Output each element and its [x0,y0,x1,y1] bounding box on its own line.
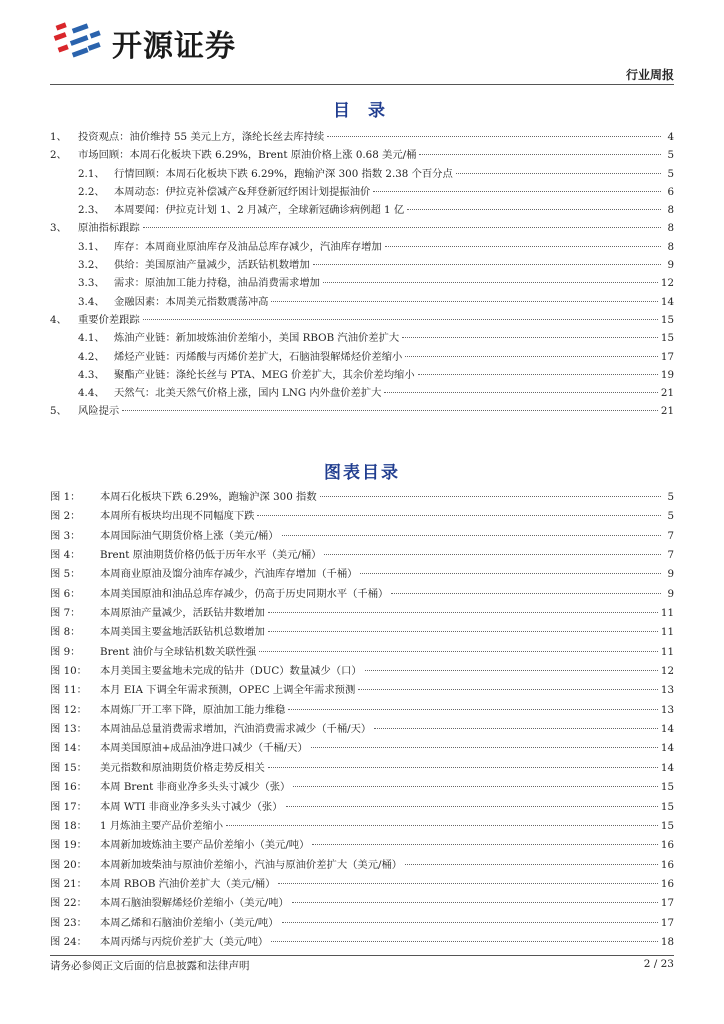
figure-entry[interactable] [50,933,674,952]
entry-page-number: 21 [660,387,674,400]
toc-entry[interactable] [50,366,674,384]
entry-number: 3.3、 [78,277,105,290]
dot-leader [324,554,661,555]
entry-page-number: 9 [667,587,674,600]
dot-leader [405,864,658,865]
entry-title: 本周国际油气期货价格上涨（美元/桶） [100,529,279,542]
entry-title: 投资观点：油价维持 55 美元上方，涤纶长丝去库持续 [78,131,325,143]
dot-leader [365,670,658,671]
dot-leader [143,227,661,228]
entry-page-number: 6 [667,185,674,198]
toc-entry[interactable] [50,311,674,329]
entry-title: 原油指标跟踪 [78,222,140,235]
dot-leader [122,410,658,411]
entry-number: 图 21： [50,877,87,890]
dot-leader [259,651,658,652]
entry-number: 2、 [50,149,67,162]
dot-leader [320,496,661,497]
entry-page-number: 12 [660,665,674,678]
entry-title: 本月 EIA 下调全年需求预测，OPEC 上调全年需求预测 [100,684,356,697]
entry-page-number: 17 [660,916,674,929]
dot-leader [456,173,661,174]
entry-title: 本周商业原油及馏分油库存减少，汽油库存增加（千桶） [100,568,358,581]
figure-entry[interactable] [50,565,674,584]
entry-page-number: 16 [660,858,674,871]
figure-entry[interactable] [50,778,674,797]
figure-entry[interactable] [50,759,674,778]
entry-title: 本月美国主要盆地未完成的钻井（DUC）数量减少（口） [100,665,362,678]
entry-page-number: 8 [667,222,674,235]
figure-entry[interactable] [50,488,674,507]
entry-title: 行情回顾：本周石化板块下跌 6.29%，跑输沪深 300 指数 2.38 个百分点 [114,167,453,180]
entry-number: 3.4、 [78,295,105,308]
company-logo [50,18,280,68]
entry-title: 本周 WTI 非商业净多头头寸减少（张） [100,800,283,813]
entry-page-number: 13 [660,703,674,716]
dot-leader [385,246,661,247]
entry-title: 本周美国主要盆地活跃钻机总数增加 [100,626,265,639]
entry-number: 图 5： [50,568,81,581]
entry-title: 本周新加坡炼油主要产品价差缩小（美元/吨） [100,839,310,852]
dot-leader [323,282,658,283]
entry-number: 图 17： [50,800,87,813]
entry-title: 炼油产业链：新加坡炼油价差缩小，美国 RBOB 汽油价差扩大 [114,332,400,345]
entry-title: 本周炼厂开工率下降，原油加工能力维稳 [100,703,286,716]
entry-number: 图 8： [50,626,81,639]
entry-page-number: 9 [667,568,674,581]
dot-leader [360,573,661,574]
entry-number: 图 20： [50,858,87,871]
entry-page-number: 5 [667,149,674,162]
entry-number: 图 7： [50,607,81,620]
entry-number: 3.1、 [78,240,105,253]
entry-title: 金融因素：本周美元指数震荡冲高 [114,295,269,308]
dot-leader [268,767,658,768]
toc-entry[interactable] [50,293,674,311]
dot-leader [327,136,661,137]
dot-leader [391,593,661,594]
figure-entry[interactable] [50,527,674,546]
entry-page-number: 15 [660,313,674,326]
entry-page-number: 16 [660,877,674,890]
entry-title: 重要价差跟踪 [78,313,140,326]
entry-page-number: 14 [660,742,674,755]
entry-page-number: 13 [660,684,674,697]
dot-leader [384,392,657,393]
entry-number: 4.3、 [78,368,105,381]
toc-entry[interactable] [50,238,674,256]
figure-entry[interactable] [50,836,674,855]
entry-number: 图 23： [50,916,87,929]
figure-entry[interactable] [50,739,674,758]
dot-leader [286,806,658,807]
entry-title: 本周 RBOB 汽油价差扩大（美元/桶） [100,877,276,890]
entry-number: 图 13： [50,723,87,736]
dot-leader [374,728,658,729]
dot-leader [278,883,657,884]
figure-list-title: 图表目录 [324,463,400,483]
entry-number: 图 22： [50,897,87,910]
toc-list [50,128,674,421]
entry-page-number: 17 [660,350,674,363]
dot-leader [311,747,658,748]
entry-number: 图 2： [50,510,81,523]
figure-entry[interactable] [50,507,674,526]
dot-leader [313,264,661,265]
entry-number: 图 3： [50,529,81,542]
entry-title: 本周动态：伊拉克补偿减产&拜登新冠纾困计划提振油价 [114,185,371,198]
entry-page-number: 5 [667,167,674,180]
dot-leader [226,825,658,826]
entry-page-number: 17 [660,897,674,910]
dot-leader [292,902,658,903]
toc-entry[interactable] [50,329,674,347]
entry-title: Brent 油价与全球钻机数关联性强 [100,645,257,658]
entry-number: 图 16： [50,781,87,794]
entry-page-number: 5 [667,510,674,523]
entry-number: 图 24： [50,935,87,948]
entry-title: 风险提示 [78,405,120,418]
entry-number: 4、 [50,313,67,326]
toc-entry[interactable] [50,128,674,146]
entry-number: 图 14： [50,742,87,755]
figure-entry[interactable] [50,894,674,913]
dot-leader [312,844,657,845]
figure-entry[interactable] [50,875,674,894]
figure-entry[interactable] [50,701,674,720]
entry-number: 图 6： [50,587,81,600]
dot-leader [282,535,661,536]
entry-number: 图 4： [50,549,81,562]
toc-entry[interactable] [50,146,674,164]
toc-entry[interactable] [50,384,674,402]
dot-leader [143,319,658,320]
figure-entry[interactable] [50,643,674,662]
entry-page-number: 11 [660,626,674,639]
page-indicator: 2 / 23 [643,958,674,970]
entry-title: 市场回顾：本周石化板块下跌 6.29%，Brent 原油价格上涨 0.68 美元/桶 [78,149,417,162]
entry-number: 图 11： [50,684,87,697]
entry-title: 本周石化板块下跌 6.29%，跑输沪深 300 指数 [100,491,317,503]
dot-leader [358,689,658,690]
entry-number: 3.2、 [78,259,105,272]
dot-leader [418,374,658,375]
figure-entry[interactable] [50,856,674,875]
entry-title: Brent 原油期货价格仍低于历年水平（美元/桶） [100,549,322,562]
entry-number: 图 1： [50,491,81,503]
entry-number: 图 19： [50,839,87,852]
entry-title: 聚酯产业链：涤纶长丝与 PTA、MEG 价差扩大，其余价差均缩小 [114,368,415,381]
entry-title: 供给：美国原油产量减少，活跃钻机数增加 [114,259,310,272]
entry-page-number: 14 [660,723,674,736]
figure-entry[interactable] [50,914,674,933]
entry-number: 图 12： [50,703,87,716]
entry-title: 烯烃产业链：丙烯酸与丙烯价差扩大，石脑油裂解烯烃价差缩小 [114,350,403,363]
entry-page-number: 11 [660,607,674,620]
entry-title: 本周美国原油+成品油净进口减少（千桶/天） [100,742,308,755]
entry-title: 本周乙烯和石脑油价差缩小（美元/吨） [100,916,279,929]
entry-page-number: 9 [667,259,674,272]
entry-number: 3、 [50,222,67,235]
entry-page-number: 15 [660,819,674,832]
dot-leader [282,922,658,923]
figure-entry[interactable] [50,585,674,604]
dot-leader [268,612,658,613]
logo-text: 开源证券 [112,29,236,64]
dot-leader [271,941,658,942]
entry-title: 美元指数和原油期货价格走势反相关 [100,761,265,774]
entry-page-number: 8 [667,204,674,217]
entry-title: 本周丙烯与丙烷价差扩大（美元/吨） [100,935,269,948]
entry-title: 本周石脑油裂解烯烃价差缩小（美元/吨） [100,897,289,910]
toc-entry[interactable] [50,201,674,219]
dot-leader [402,337,658,338]
logo-mark-icon [50,18,106,68]
toc-entry[interactable] [50,348,674,366]
entry-page-number: 18 [660,935,674,948]
dot-leader [257,515,661,516]
dot-leader [373,191,661,192]
toc-entry[interactable] [50,219,674,237]
entry-page-number: 7 [667,529,674,542]
dot-leader [268,631,658,632]
dot-leader [271,301,657,302]
entry-title: 本周油品总量消费需求增加，汽油消费需求减少（千桶/天） [100,723,372,736]
figure-list [50,488,674,952]
figure-entry[interactable] [50,604,674,623]
entry-title: 本周新加坡柴油与原油价差缩小，汽油与原油价差扩大（美元/桶） [100,858,403,871]
entry-title: 天然气：北美天然气价格上涨，国内 LNG 内外盘价差扩大 [114,387,382,400]
entry-number: 4.1、 [78,332,105,345]
page-header [0,0,724,86]
entry-number: 图 18： [50,819,87,832]
entry-page-number: 15 [660,332,674,345]
figure-entry[interactable] [50,720,674,739]
entry-number: 图 15： [50,761,87,774]
footer-disclaimer: 请务必参阅正文后面的信息披露和法律声明 [50,960,250,972]
entry-title: 库存：本周商业原油库存及油品总库存减少，汽油库存增加 [114,240,382,253]
figure-entry[interactable] [50,681,674,700]
entry-page-number: 19 [660,368,674,381]
figure-entry[interactable] [50,546,674,565]
entry-page-number: 14 [660,761,674,774]
entry-number: 图 9： [50,645,81,658]
entry-number: 图 10： [50,665,87,678]
entry-page-number: 21 [660,405,674,418]
entry-number: 4.2、 [78,350,105,363]
entry-page-number: 4 [667,131,674,143]
toc-title: 目 录 [333,101,391,121]
entry-title: 需求：原油加工能力持稳，油品消费需求增加 [114,277,320,290]
entry-page-number: 7 [667,549,674,562]
entry-number: 1、 [50,131,67,143]
entry-title: 本周美国原油和油品总库存减少，仍高于历史同期水平（千桶） [100,587,389,600]
entry-number: 4.4、 [78,387,105,400]
entry-page-number: 15 [660,781,674,794]
toc-entry[interactable] [50,402,674,420]
header-divider [50,84,674,85]
toc-entry[interactable] [50,256,674,274]
entry-number: 5、 [50,405,67,418]
entry-title: 本周要闻：伊拉克计划 1、2 月减产，全球新冠确诊病例超 1 亿 [114,204,405,217]
figure-entry[interactable] [50,798,674,817]
report-type-tag: 行业周报 [625,68,674,82]
dot-leader [419,154,661,155]
entry-page-number: 16 [660,839,674,852]
toc-entry[interactable] [50,274,674,292]
entry-number: 2.1、 [78,167,105,180]
dot-leader [293,786,658,787]
entry-title: 本周 Brent 非商业净多头头寸减少（张） [100,781,291,794]
entry-number: 2.3、 [78,204,105,217]
dot-leader [407,209,661,210]
entry-title: 本周原油产量减少，活跃钻井数增加 [100,607,265,620]
toc-entry[interactable] [50,183,674,201]
entry-page-number: 5 [667,491,674,503]
dot-leader [405,356,658,357]
entry-page-number: 15 [660,800,674,813]
entry-page-number: 11 [660,645,674,658]
entry-page-number: 12 [660,277,674,290]
figure-entry[interactable] [50,662,674,681]
entry-page-number: 8 [667,240,674,253]
entry-number: 2.2、 [78,185,105,198]
dot-leader [288,709,658,710]
entry-page-number: 14 [660,295,674,308]
footer-divider [50,955,674,956]
entry-title: 1 月炼油主要产品价差缩小 [100,819,224,832]
entry-title: 本周所有板块均出现不同幅度下跌 [100,510,255,523]
figure-entry[interactable] [50,817,674,836]
figure-entry[interactable] [50,623,674,642]
toc-entry[interactable] [50,165,674,183]
